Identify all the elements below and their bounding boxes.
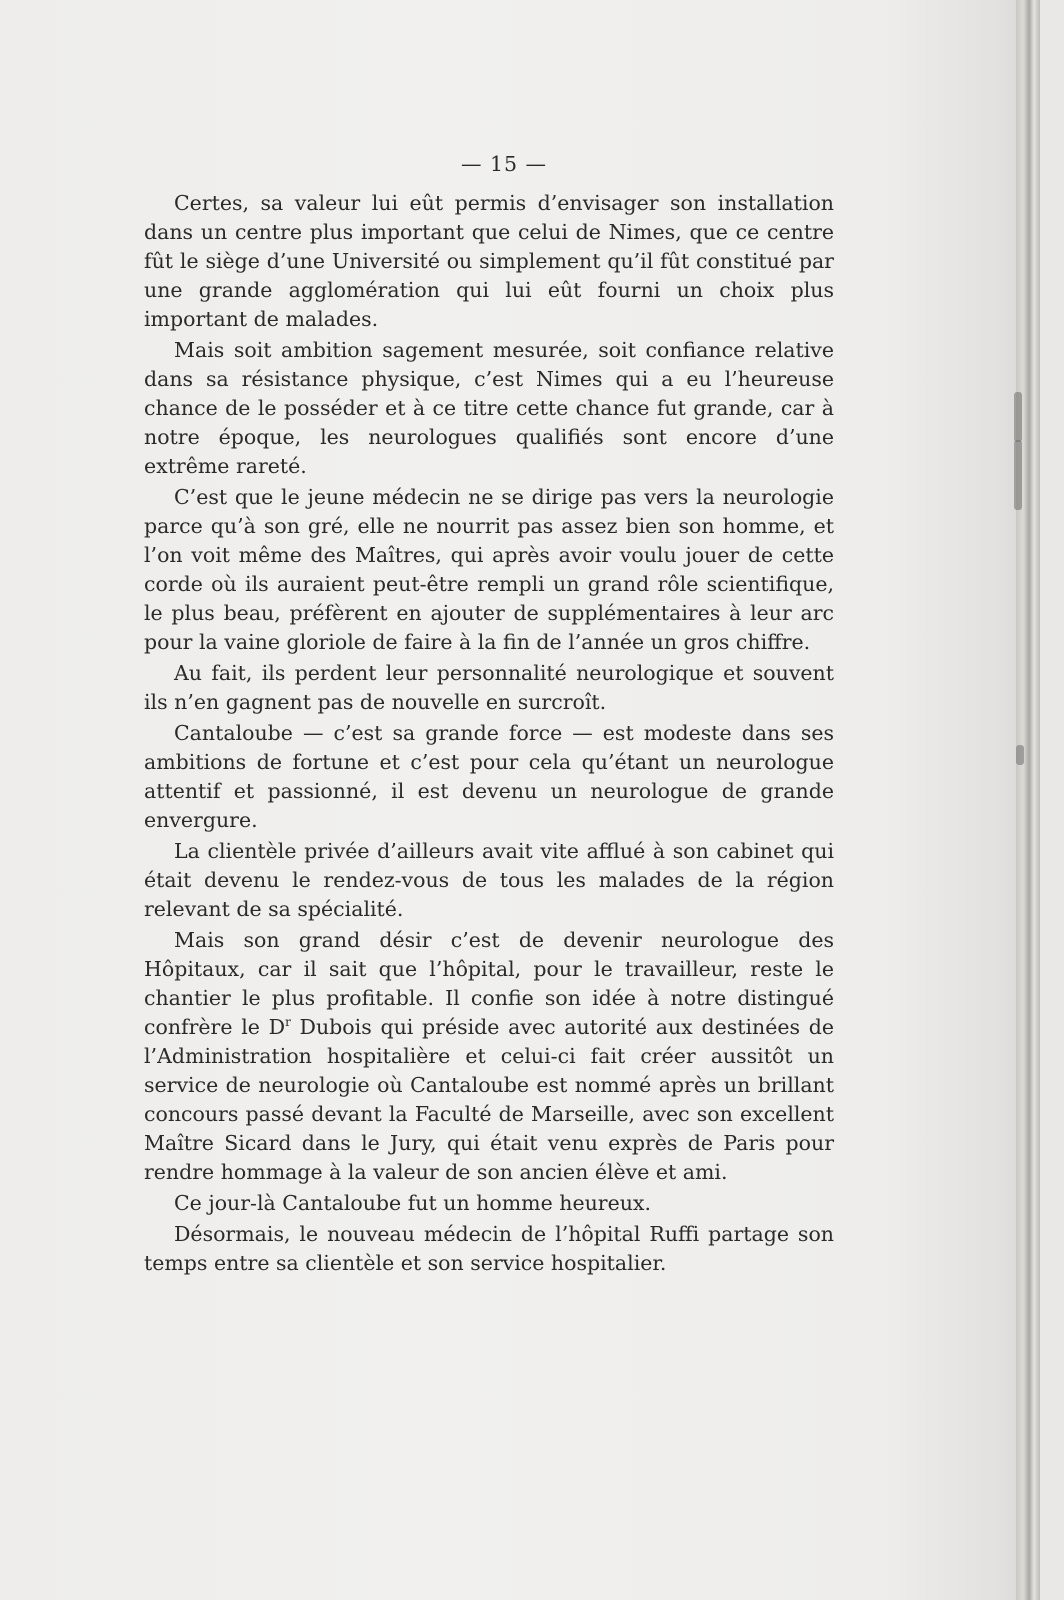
spine-mark: [1014, 440, 1022, 510]
body-text: [144, 150, 834, 1280]
paragraph: Au fait, ils perdent leur personnalité neurologique et souvent ils n’en gagnent pas de nouvelle en surcroît.: [144, 661, 834, 714]
superscript: r: [285, 1015, 291, 1030]
paragraph: Mais soit ambition sagement mesurée, soit confiance relative dans sa résistance physique, c’est Nimes qui a eu l’heureuse chance de le posséder et à ce titre cette chance fut grande, car à notre époque, les neurologues qualifiés sont encore d’une extrême rareté.: [144, 338, 834, 478]
paragraph: C’est que le jeune médecin ne se dirige pas vers la neurologie parce qu’à son gré, elle ne nourrit pas assez bien son homme, et l’on voit même des Maîtres, qui après avoir voulu jouer de cette corde où ils auraient peut-être rempli un grand rôle scientifique, le plus beau, préfèrent en ajouter de supplémentaires à leur arc pour la vaine gloriole de faire à la fin de l’année un gros chiffre.: [144, 485, 834, 654]
paragraph: [144, 926, 834, 1187]
paragraph: Certes, sa valeur lui eût permis d’envisager son installation dans un centre plus important que celui de Nimes, que ce centre fût le siège d’une Université ou simplement qu’il fût constitué par une grande agglomération qui lui eût fourni un choix plus important de malades.: [144, 191, 834, 331]
paragraph: Désormais, le nouveau médecin de l’hôpital Ruffi partage son temps entre sa clientèle et son service hospitalier.: [144, 1222, 834, 1275]
paragraph-text: Dubois qui préside avec autorité aux destinées de l’Administration hospitalière et celui-ci fait créer aussitôt un service de neurologie où Cantaloube est nommé après un brillant concours passé devant la Faculté de Marseille, avec son excellent Maître Sicard dans le Jury, qui était venu exprès de Paris pour rendre hommage à la valeur de son ancien élève et ami.: [144, 1015, 834, 1184]
page-number: — 15 —: [460, 152, 548, 176]
paragraph: Ce jour-là Cantaloube fut un homme heureux.: [174, 1191, 651, 1215]
paragraph: La clientèle privée d’ailleurs avait vite afflué à son cabinet qui était devenu le rendez-vous de tous les malades de la région relevant de sa spécialité.: [144, 839, 834, 921]
spine-mark: [1016, 745, 1024, 765]
paragraph: Cantaloube — c’est sa grande force — est modeste dans ses ambitions de fortune et c’est pour cela qu’étant un neurologue attentif et passionné, il est devenu un neurologue de grande envergure.: [144, 721, 834, 832]
paragraph-text: Mais son grand désir c’est de devenir neurologue des Hôpitaux, car il sait que l’hôpital, pour le travailleur, reste le chantier le plus profitable. Il confie son idée à notre distingué confrère le D: [144, 928, 834, 1039]
page-edge: [1016, 0, 1040, 1600]
spine-mark: [1014, 392, 1022, 442]
